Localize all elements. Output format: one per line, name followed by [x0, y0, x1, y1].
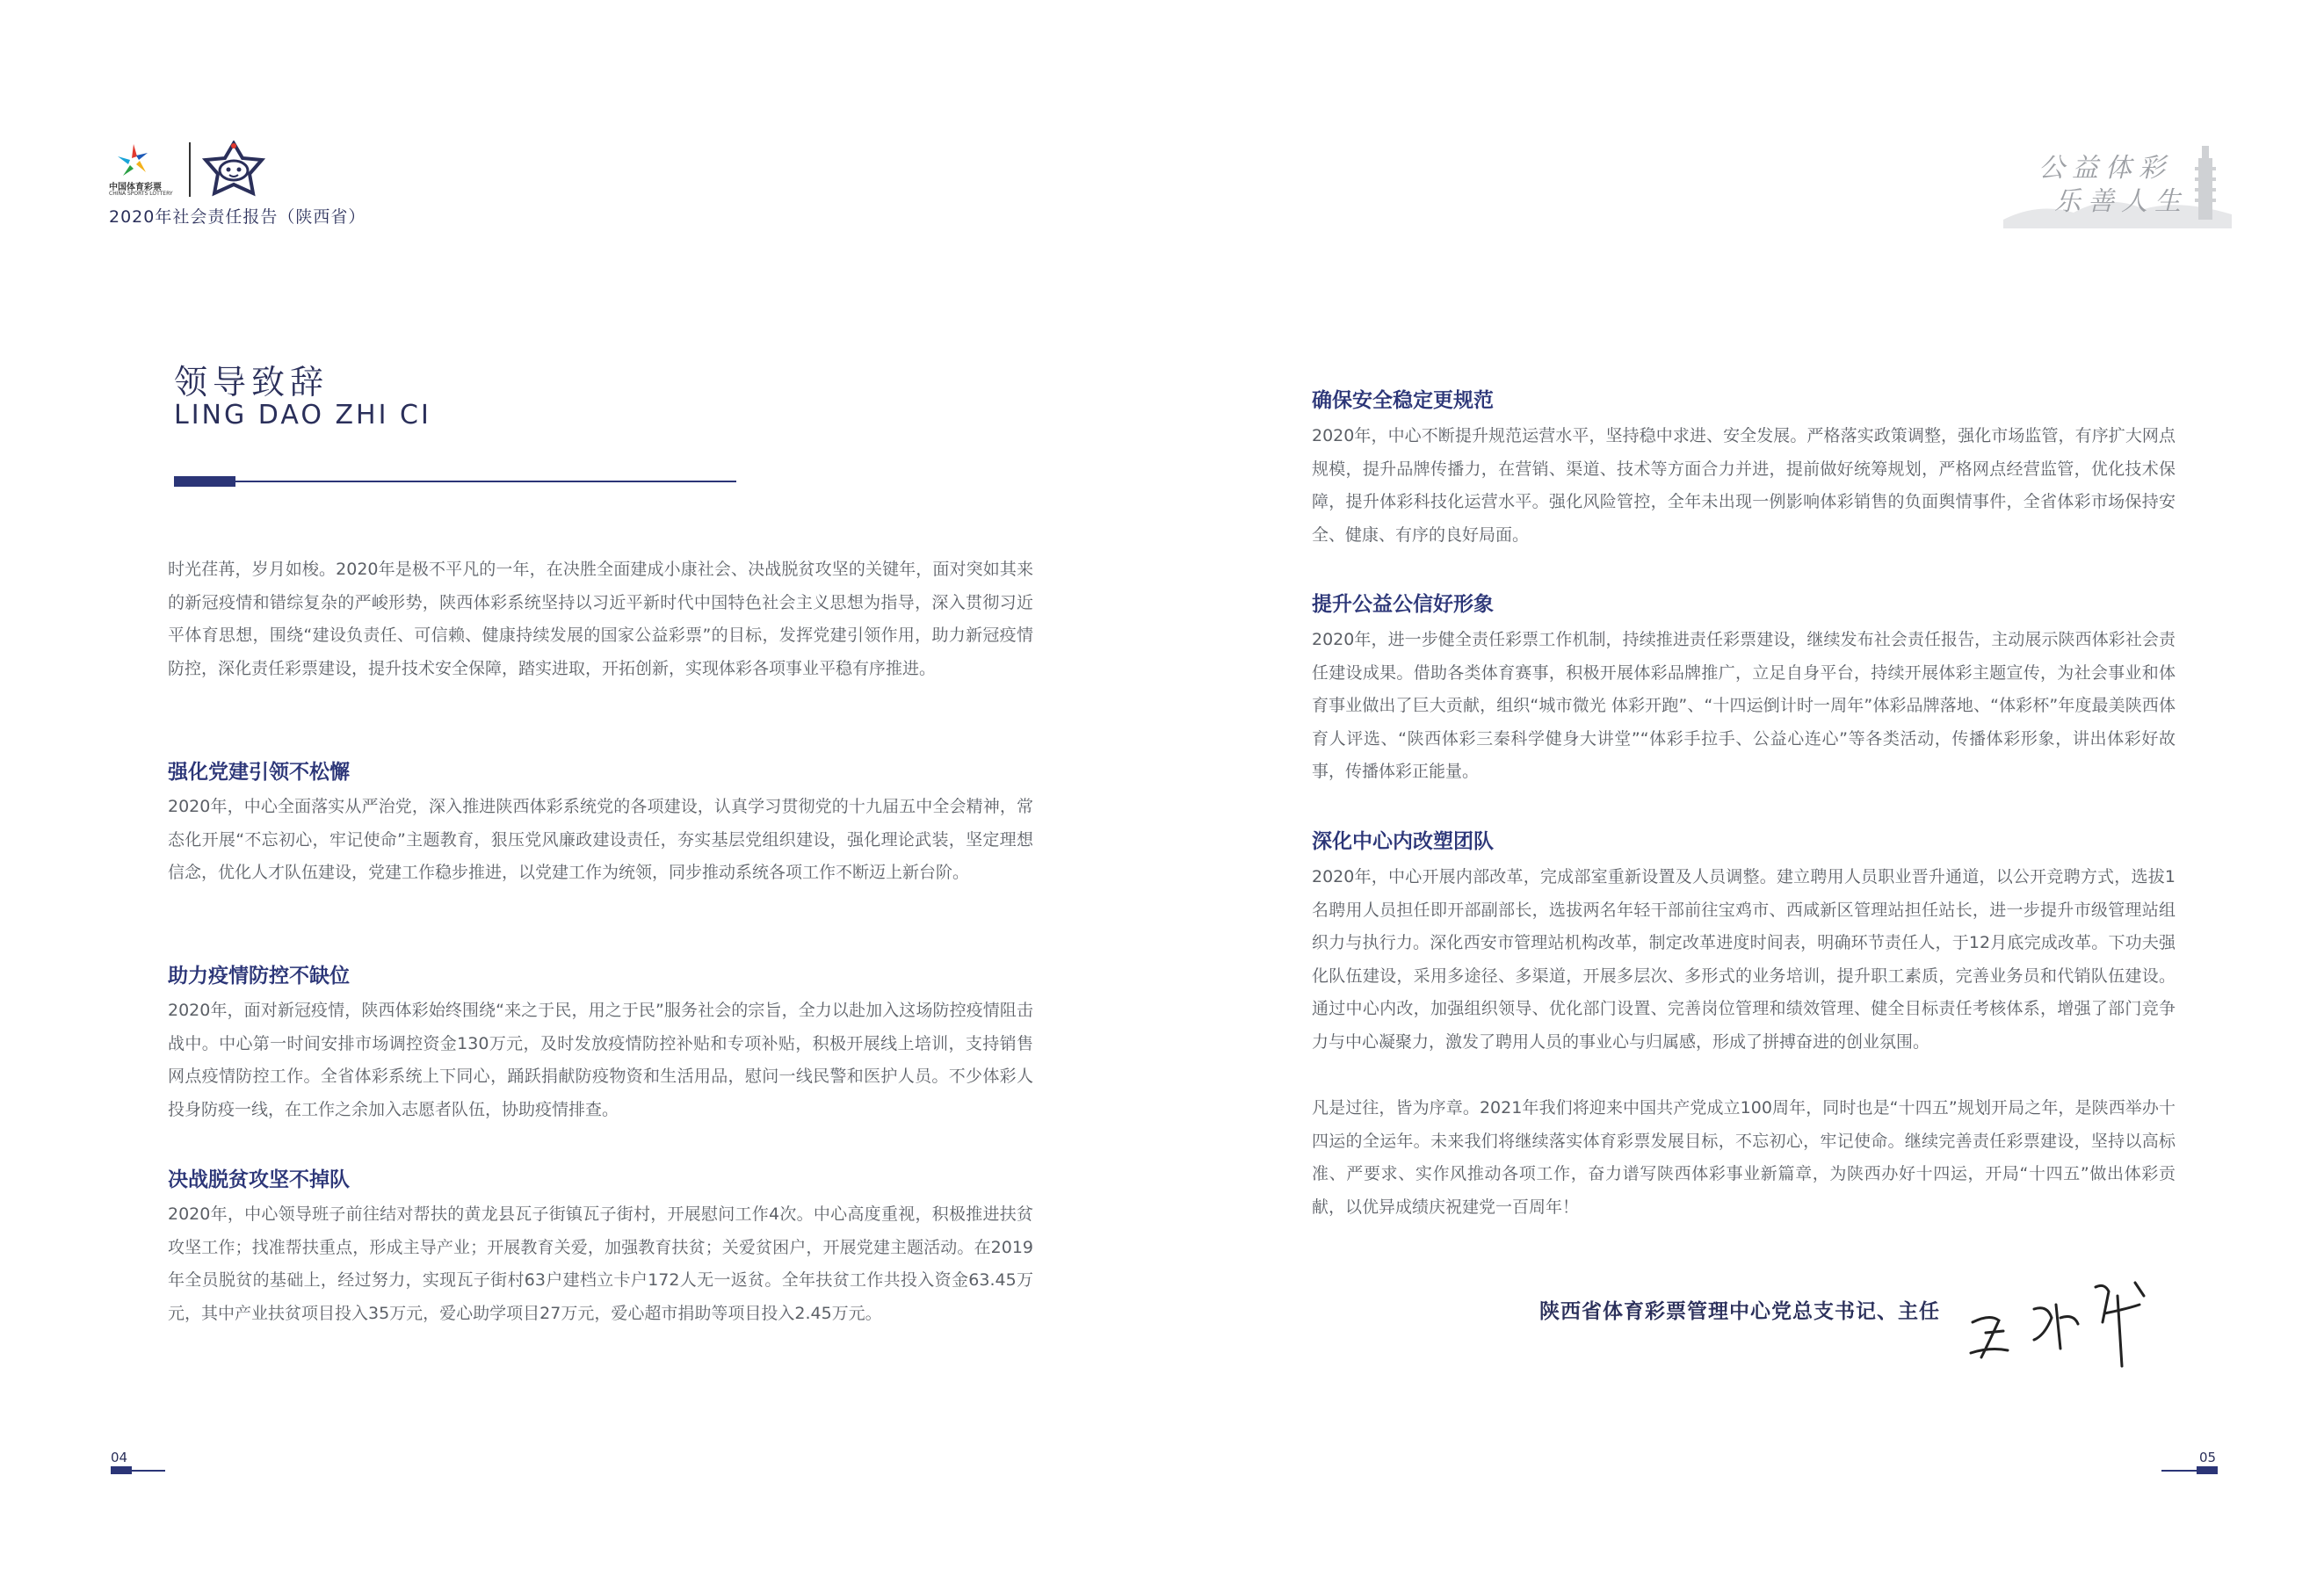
page-number-right-accent: [2197, 1466, 2218, 1474]
page-number-left: 04: [111, 1450, 128, 1465]
section-body: 2020年，中心全面落实从严治党，深入推进陕西体彩系统党的各项建设，认真学习贯彻党的十九届五中全会精神，常态化开展“不忘初心，牢记使命”主题教育，狠压党风廉政建设责任，夯实基层党组织建设，强化理论武装，坚定理想信念，优化人才队伍建设，党建工作稳步推进，以党建工作为统领，同步推动系统各项工作不断迈上新台阶。: [168, 797, 1033, 883]
logo-en-text: CHINA SPORTS LOTTERY: [109, 191, 173, 197]
page-number-right: 05: [2199, 1450, 2217, 1465]
section-heading: 助力疫情防控不缺位: [168, 965, 350, 987]
logo-group: [107, 141, 283, 200]
slogan-watermark: [2003, 141, 2232, 228]
section-body: 2020年，进一步健全责任彩票工作机制，持续推进责任彩票建设，继续发布社会责任报告，主动展示陕西体彩社会责任建设成果。借助各类体育赛事，积极开展体彩品牌推广，立足自身平台，持续开展体彩主题宣传，为社会事业和体育事业做出了巨大贡献，组织“城市微光 体彩开跑”、“十四运倒计时一周年”体彩品牌落地、“体彩杯”年度最美陕西体育人评选、“陕西体彩三秦科学健身大讲堂”“体彩手拉手、公益心连心”等各类活动，传播体彩形象，讲出体彩好故事，传播体彩正能量。: [1312, 630, 2176, 782]
page-title: 领导致辞: [174, 363, 329, 401]
slogan-line-2: 乐善人生: [2054, 186, 2188, 217]
section-body: 2020年，面对新冠疫情，陕西体彩始终围绕“来之于民，用之于民”服务社会的宗旨，全力以赴加入这场防控疫情阻击战中。中心第一时间安排市场调控资金130万元，及时发放疫情防控补贴和专项补贴，积极开展线上培训，支持销售网点疫情防控工作。全省体彩系统上下同心，踊跃捐献防疫物资和生活用品，慰问一线民警和医护人员。不少体彩人投身防疫一线，在工作之余加入志愿者队伍，协助疫情排查。: [168, 1001, 1033, 1119]
section-body: 2020年，中心开展内部改革，完成部室重新设置及人员调整。建立聘用人员职业晋升通道，以公开竞聘方式，选拔1名聘用人员担任即开部副部长，选拔两名年轻干部前往宝鸡市、西咸新区管理站担任站长，进一步提升市级管理站组织力与执行力。深化西安市管理站机构改革，制定改革进度时间表，明确环节责任人，于12月底完成改革。下功夫强化队伍建设，采用多途径、多渠道，开展多层次、多形式的业务培训，提升职工素质，完善业务员和代销队伍建设。通过中心内改，加强组织领导、优化部门设置、完善岗位管理和绩效管理、健全目标责任考核体系，增强了部门竞争力与中心凝聚力，激发了聘用人员的事业心与归属感，形成了拼搏奋进的创业氛围。: [1312, 867, 2176, 1052]
section-heading: 确保安全稳定更规范: [1312, 389, 1494, 412]
title-underline: [174, 481, 736, 482]
section-heading: 强化党建引领不松懈: [168, 761, 350, 784]
china-sports-lottery-logo: [107, 141, 160, 184]
section-body: 2020年，中心不断提升规范运营水平，坚持稳中求进、安全发展。严格落实政策调整，强化市场监管，有序扩大网点规模，提升品牌传播力，在营销、渠道、技术等方面合力并进，提前做好统筹规划，严格网点经营监管，优化技术保障，提升体彩科技化运营水平。强化风险管控，全年未出现一例影响体彩销售的负面舆情事件，全省体彩市场保持安全、健康、有序的良好局面。: [1312, 426, 2176, 545]
section-heading: 决战脱贫攻坚不掉队: [168, 1168, 350, 1191]
report-title: 2020年社会责任报告（陕西省）: [109, 207, 366, 227]
page-number-left-accent: [111, 1466, 132, 1474]
intro-paragraph: 时光荏苒，岁月如梭。2020年是极不平凡的一年，在决胜全面建成小康社会、决战脱贫攻坚的关键年，面对突如其来的新冠疫情和错综复杂的严峻形势，陕西体彩系统坚持以习近平新时代中国特色社会主义思想为指导，深入贯彻习近平体育思想，围绕“建设负责任、可信赖、健康持续发展的国家公益彩票”的目标，发挥党建引领作用，助力新冠疫情防控，深化责任彩票建设，提升技术安全保障，踏实进取，开拓创新，实现体彩各项事业平稳有序推进。: [168, 560, 1033, 678]
closing-paragraph: 凡是过往，皆为序章。2021年我们将迎来中国共产党成立100周年，同时也是“十四五”规划开局之年，是陕西举办十四运的全运年。未来我们将继续落实体育彩票发展目标，不忘初心，牢记使命。继续完善责任彩票建设，坚持以高标准、严要求、实作风推动各项工作，奋力谱写陕西体彩事业新篇章，为陕西办好十四运，开局“十四五”做出体彩贡献，以优异成绩庆祝建党一百周年！: [1312, 1098, 2176, 1217]
logo-divider: [189, 142, 191, 197]
mascot-logo: [199, 141, 269, 199]
page-subtitle: LING DAO ZHI CI: [174, 400, 431, 430]
section-body: 2020年，中心领导班子前往结对帮扶的黄龙县瓦子街镇瓦子街村，开展慰问工作4次。中心高度重视，积极推进扶贫攻坚工作；找准帮扶重点，形成主导产业；开展教育关爱，加强教育扶贫；关爱贫困户，开展党建主题活动。在2019年全员脱贫的基础上，经过努力，实现瓦子街村63户建档立卡户172人无一返贫。全年扶贫工作共投入资金63.45万元，其中产业扶贫项目投入35万元，爱心助学项目27万元，爱心超市捐助等项目投入2.45万元。: [168, 1204, 1033, 1323]
title-underline-accent: [174, 476, 235, 487]
handwritten-signature: [1964, 1270, 2166, 1375]
slogan-line-1: 公益体彩: [2038, 153, 2172, 184]
section-heading: 提升公益公信好形象: [1312, 593, 1494, 616]
logo-cn-text: 中国体育彩票: [109, 183, 162, 192]
signature-label: 陕西省体育彩票管理中心党总支书记、主任: [1539, 1300, 1940, 1323]
section-heading: 深化中心内改塑团队: [1312, 830, 1494, 853]
